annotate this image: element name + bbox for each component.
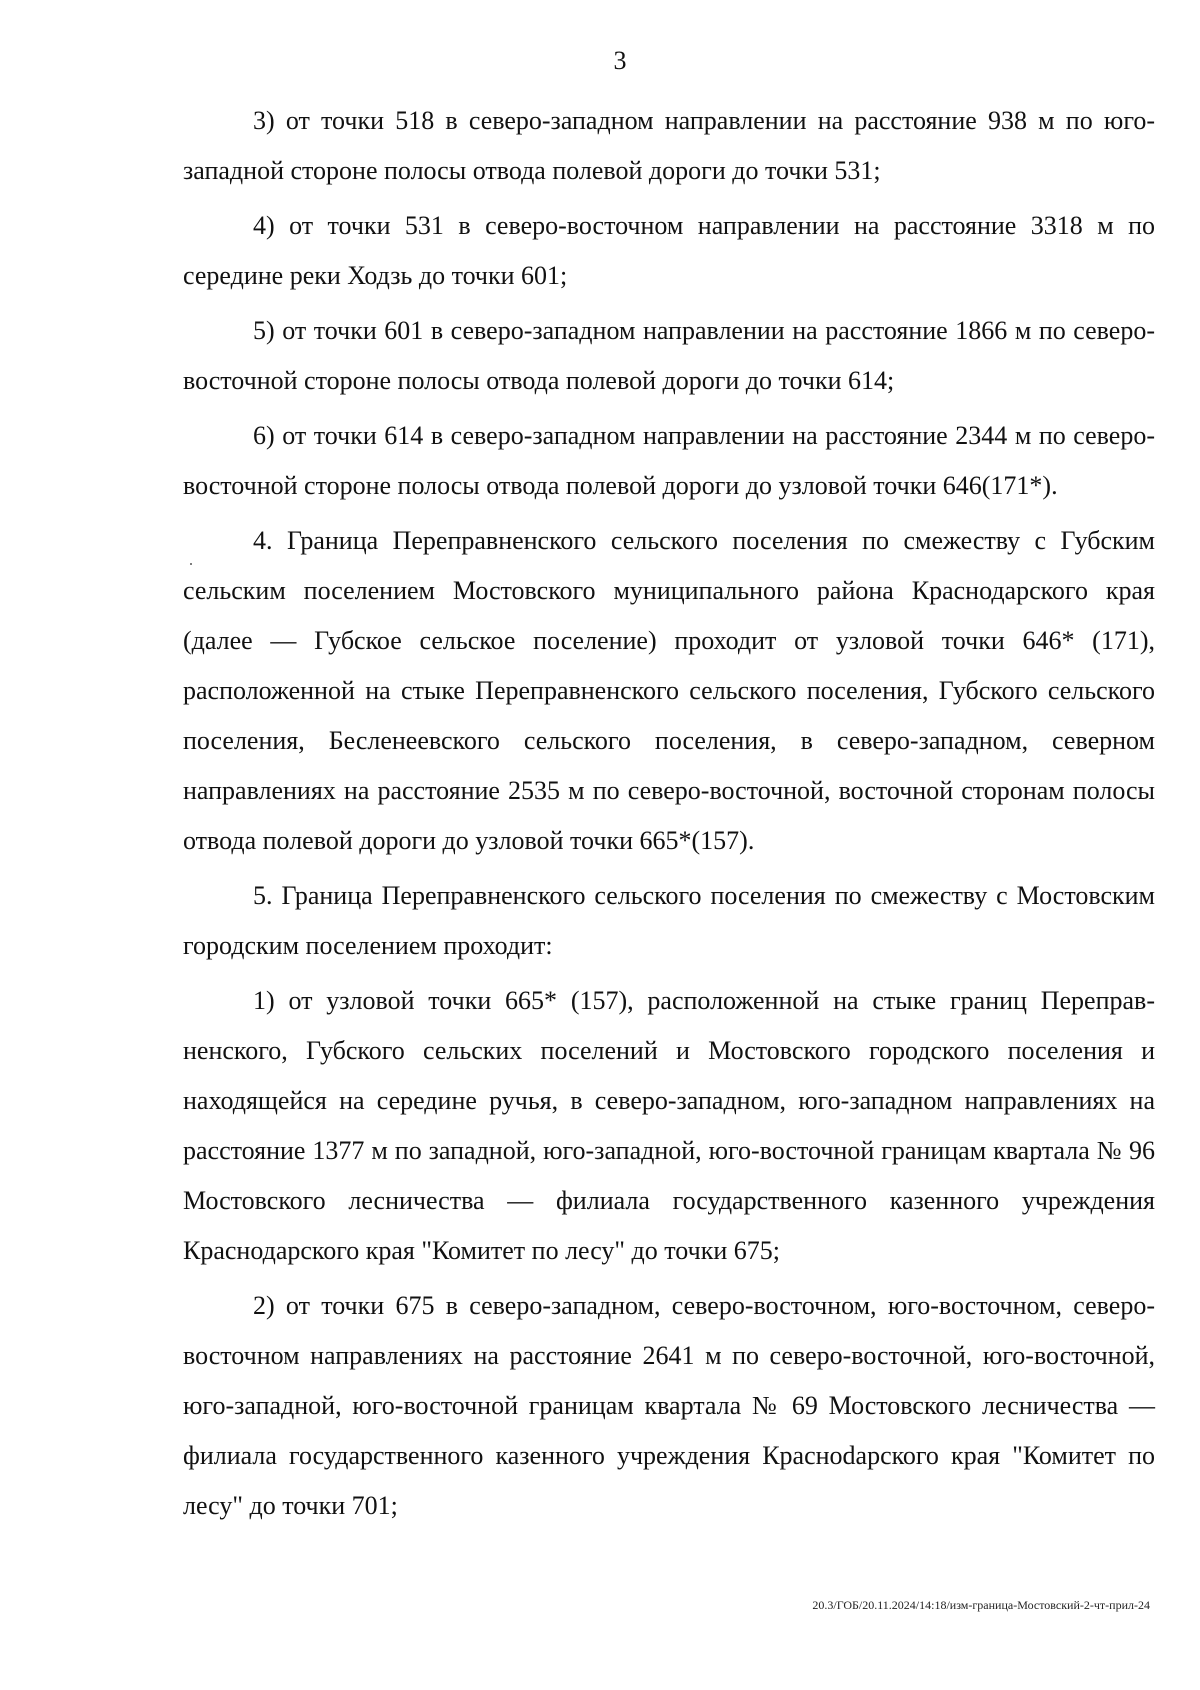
paragraph-item-5: 5) от точки 601 в северо-западном направлении на расстояние 1866 м по северо-восточной стороне полосы отвода полевой дороги до точки 614; — [183, 316, 1155, 395]
scan-speck — [190, 563, 192, 565]
paragraph-section-5-item-2: 2) от точки 675 в северо-западном, северо-восточном, юго-восточном, северо-восточном направлениях на расстояние 2641 м по северо-восточной, юго-восточной, юго-западной, юго-восточной границам квартала № 69 Мостовского лесничества — филиала государственного казенного учреждения Красноdарского края "Комитет по лесу" до точки 701; — [183, 1291, 1155, 1520]
paragraph-item-3: 3) от точки 518 в северо-западном направлении на расстояние 938 м по юго-западной стороне полосы отвода полевой дороги до точки 531; — [183, 106, 1155, 185]
document-body — [183, 96, 1155, 1531]
paragraph-item-6: 6) от точки 614 в северо-западном направлении на расстояние 2344 м по северо-восточной стороне полосы отвода полевой дороги до узловой точки 646(171*). — [183, 421, 1155, 500]
paragraph-section-4: 4. Граница Переправненского сельского поселения по смежеству с Губским сельским поселением Мостовского муниципального района Краснодарского края (далее — Губское сельское поселение) проходит от узловой точки 646* (171), расположенной на стыке Переправненского сельского поселения, Губского сельского поселения, Бесленеевского сельского поселения, в северо-западном, северном направлениях на расстояние 2535 м по северо-восточной, восточной сторонам полосы отвода полевой дороги до узловой точки 665*(157). — [183, 526, 1155, 855]
paragraph-section-5-item-1: 1) от узловой точки 665* (157), расположенной на стыке границ Переправненского, Губского сельских поселений и Мостовского городского поселения и находящейся на середине ручья, в северо-западном, юго-западном направлениях на расстояние 1377 м по западной, юго-западной, юго-восточной границам квартала № 96 Мостовского лесничества — филиала государственного казенного учреждения Краснодарского края "Комитет по лесу" до точки 675; — [183, 986, 1155, 1265]
paragraph-section-5: 5. Граница Переправненского сельского поселения по смежеству с Мостовским городским поселением проходит: — [183, 881, 1155, 960]
page-number: 3 — [613, 46, 627, 75]
document-footer-code: 20.3/ГОБ/20.11.2024/14:18/изм-граница-Мостовский-2-чт-прил-24 — [812, 1598, 1150, 1612]
paragraph-item-4: 4) от точки 531 в северо-восточном направлении на расстояние 3318 м по середине реки Ходзь до точки 601; — [183, 211, 1155, 290]
